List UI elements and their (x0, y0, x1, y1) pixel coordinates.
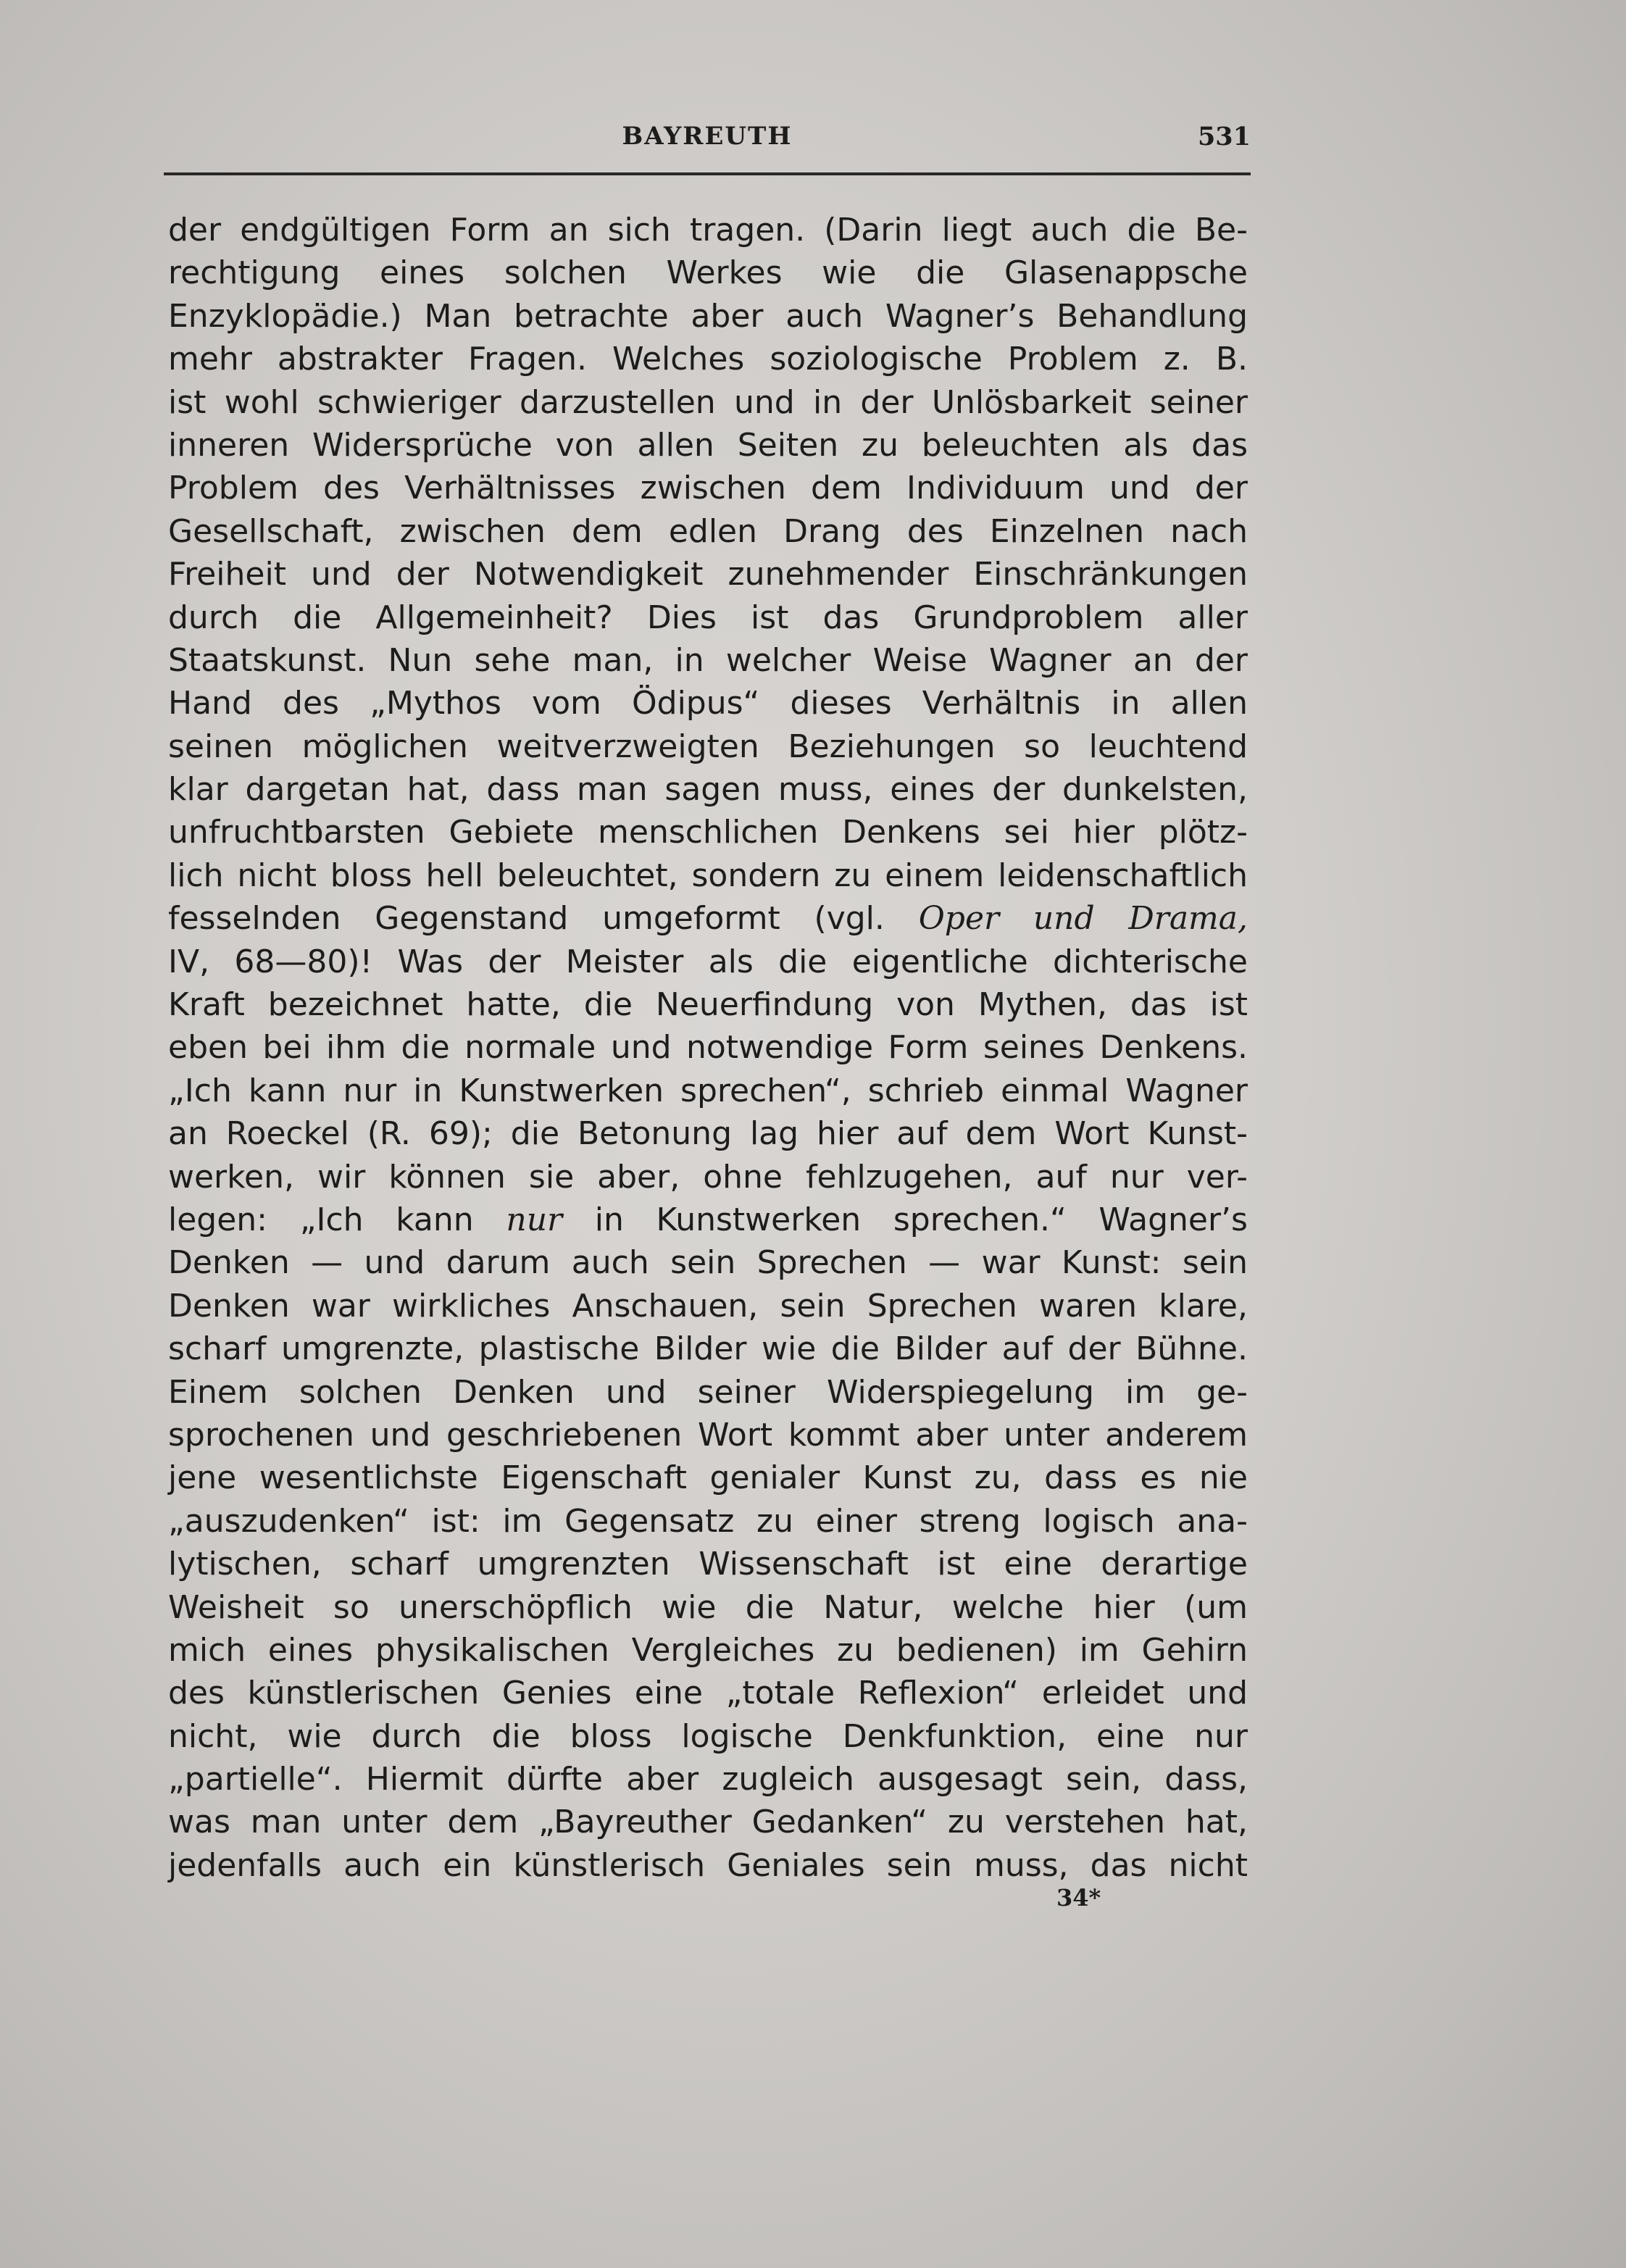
text-line: Freiheit und der Notwendigkeit zunehmender Einschränkungen (168, 556, 1248, 593)
text-line: mich eines physikalischen Vergleiches zu bedienen) im Gehirn (168, 1631, 1248, 1669)
text-line (168, 1198, 1248, 1241)
text-line: unfruchtbarsten Gebiete menschlichen Denkens sei hier plötz- (168, 814, 1248, 851)
text-line: sprochenen und geschriebenen Wort kommt aber unter anderem (168, 1416, 1248, 1454)
text-line: „auszudenken“ ist: im Gegensatz zu einer streng logisch ana- (168, 1502, 1248, 1540)
text-line: scharf umgrenzte, plastische Bilder wie die Bilder auf der Bühne. (168, 1330, 1248, 1368)
text-line: „partielle“. Hiermit dürfte aber zugleich ausgesagt sein, dass, (168, 1761, 1248, 1798)
text-line: Denken war wirkliches Anschauen, sein Sprechen waren klare, (168, 1287, 1248, 1325)
text-line: IV, 68—80)! Was der Meister als die eigentliche dichterische (168, 943, 1248, 980)
text-line: nicht, wie durch die bloss logische Denkfunktion, eine nur (168, 1717, 1248, 1755)
text-line: Weisheit so unerschöpflich wie die Natur, welche hier (um (168, 1588, 1248, 1626)
text-line: Problem des Verhältnisses zwischen dem Individuum und der (168, 470, 1248, 507)
text-line: lich nicht bloss hell beleuchtet, sondern zu einem leidenschaftlich (168, 856, 1248, 894)
text-line (168, 897, 1248, 940)
text-line: klar dargetan hat, dass man sagen muss, eines der dunkelsten, (168, 771, 1248, 809)
text-line: der endgültigen Form an sich tragen. (Darin liegt auch die Be- (168, 212, 1248, 249)
italic-emphasis: nur (506, 1201, 563, 1238)
text-segment: legen: „Ich kann (168, 1201, 474, 1238)
signature-mark: 34* (1056, 1884, 1101, 1911)
text-line: lytischen, scharf umgrenzten Wissenschaft ist eine derartige (168, 1546, 1248, 1583)
text-line: rechtigung eines solchen Werkes wie die Glasenappsche (168, 254, 1248, 292)
text-line: werken, wir können sie aber, ohne fehlzugehen, auf nur ver- (168, 1158, 1248, 1196)
text-line: jene wesentlichste Eigenschaft genialer Kunst zu, dass es nie (168, 1459, 1248, 1497)
text-line: Einem solchen Denken und seiner Widerspiegelung im ge- (168, 1373, 1248, 1411)
text-line: Kraft bezeichnet hatte, die Neuerfindung von Mythen, das ist (168, 986, 1248, 1024)
text-line: Staatskunst. Nun sehe man, in welcher Weise Wagner an der (168, 641, 1248, 679)
page-number: 531 (1197, 122, 1251, 151)
text-line: seinen möglichen weitverzweigten Beziehungen so leuchtend (168, 727, 1248, 765)
text-segment: in Kunstwerken sprechen.“ Wagner’s (594, 1201, 1248, 1238)
text-line: jedenfalls auch ein künstlerisch Geniales sein muss, das nicht (168, 1846, 1248, 1884)
text-line: mehr abstrakter Fragen. Welches soziologische Problem z. B. (168, 341, 1248, 378)
text-line: ist wohl schwieriger darzustellen und in der Unlösbarkeit seiner (168, 383, 1248, 421)
running-title: BAYREUTH (622, 122, 793, 151)
text-line: „Ich kann nur in Kunstwerken sprechen“, schrieb einmal Wagner (168, 1072, 1248, 1109)
text-line: an Roeckel (R. 69); die Betonung lag hier auf dem Wort Kunst- (168, 1115, 1248, 1153)
text-line: Denken — und darum auch sein Sprechen — war Kunst: sein (168, 1244, 1248, 1282)
text-segment: fesselnden Gegenstand umgeformt (vgl. (168, 900, 885, 938)
text-line: des künstlerischen Genies eine „totale Reflexion“ erleidet und (168, 1675, 1248, 1712)
text-line: Enzyklopädie.) Man betrachte aber auch Wagner’s Behandlung (168, 297, 1248, 335)
header-rule (164, 172, 1251, 175)
text-line: durch die Allgemeinheit? Dies ist das Grundproblem aller (168, 599, 1248, 636)
text-line: was man unter dem „Bayreuther Gedanken“ zu verstehen hat, (168, 1804, 1248, 1841)
text-line: eben bei ihm die normale und notwendige Form seines Denkens. (168, 1029, 1248, 1067)
text-line: Gesellschaft, zwischen dem edlen Drang des Einzelnen nach (168, 512, 1248, 550)
text-line: inneren Widersprüche von allen Seiten zu beleuchten als das (168, 426, 1248, 464)
italic-title: Oper und Drama, (918, 900, 1248, 938)
running-head (164, 114, 1251, 158)
text-line: Hand des „Mythos vom Ödipus“ dieses Verhältnis in allen (168, 685, 1248, 722)
body-text (168, 209, 1248, 1887)
